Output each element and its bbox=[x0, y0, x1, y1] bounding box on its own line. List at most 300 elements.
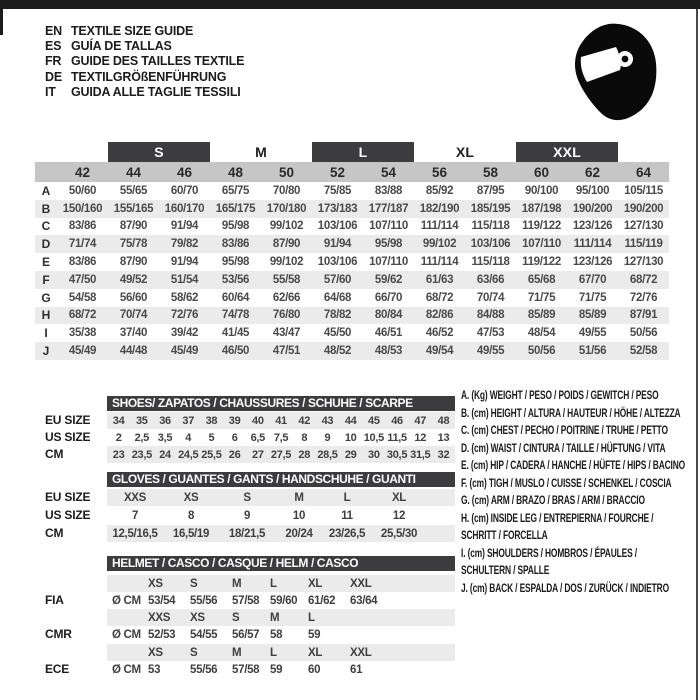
measure-value: 155/165 bbox=[113, 202, 154, 215]
size-number: 64 bbox=[618, 162, 669, 182]
measure-value: 160/170 bbox=[164, 202, 205, 215]
legend-line-d: D. (cm) WAIST / CINTURA / TAILLE / HÜFTUNG / VITA bbox=[461, 440, 666, 455]
language-code: DE bbox=[45, 69, 62, 84]
measure-row-h bbox=[35, 307, 669, 325]
measure-value: 185/195 bbox=[470, 202, 511, 215]
table-cell: 27 bbox=[252, 448, 264, 461]
table-cell: 16,5/19 bbox=[172, 527, 210, 540]
measure-row-e bbox=[35, 253, 669, 271]
number-spacer bbox=[35, 162, 57, 182]
gloves-us-size-label: US SIZE bbox=[45, 508, 91, 522]
measure-value: 49/55 bbox=[578, 327, 607, 340]
size-group-xxl: XXL bbox=[516, 142, 618, 162]
ece-standard-label: ECE bbox=[45, 662, 70, 676]
cmr-value-row bbox=[107, 626, 455, 643]
table-cell: 45 bbox=[368, 414, 380, 427]
table-cell: S bbox=[243, 491, 251, 504]
measure-value: 54/58 bbox=[68, 291, 97, 304]
measure-value: 55/65 bbox=[119, 184, 148, 197]
measure-value: 103/106 bbox=[317, 256, 358, 269]
measure-value: 190/200 bbox=[623, 202, 664, 215]
measure-value: 48/54 bbox=[527, 327, 556, 340]
measure-value: 43/47 bbox=[272, 327, 301, 340]
measure-value: 65/68 bbox=[527, 273, 556, 286]
row-letter: G bbox=[41, 290, 51, 305]
table-cell: L bbox=[270, 646, 277, 659]
measure-value: 79/82 bbox=[170, 238, 199, 251]
table-cell: 7,5 bbox=[273, 431, 289, 444]
ece-value-row bbox=[107, 661, 455, 678]
measure-value: 123/126 bbox=[572, 220, 613, 233]
measure-value: 99/102 bbox=[422, 238, 457, 251]
measure-value: 53/56 bbox=[221, 273, 250, 286]
table-cell: 53/54 bbox=[148, 594, 176, 607]
shoes-us-row bbox=[107, 429, 455, 446]
measure-value: 91/94 bbox=[170, 220, 199, 233]
table-cell: XXL bbox=[350, 646, 372, 659]
table-cell: XL bbox=[308, 646, 323, 659]
table-cell: 23/26,5 bbox=[328, 527, 366, 540]
measure-value: 58/62 bbox=[170, 291, 199, 304]
table-cell: 12 bbox=[392, 509, 406, 522]
table-cell: 8 bbox=[187, 509, 195, 522]
measure-value: 103/106 bbox=[470, 238, 511, 251]
measure-value: 46/52 bbox=[425, 327, 454, 340]
measure-value: 85/89 bbox=[578, 309, 607, 322]
measure-value: 60/64 bbox=[221, 291, 250, 304]
shoes-cm-row bbox=[107, 446, 455, 463]
size-group-s: S bbox=[108, 142, 210, 162]
measure-row-g bbox=[35, 289, 669, 307]
legend-line-j: J. (cm) BACK / ESPALDA / DOS / ZURÜCK / INDIETRO bbox=[461, 580, 669, 595]
table-cell: L bbox=[343, 491, 351, 504]
size-group-l: L bbox=[312, 142, 414, 162]
table-cell: 18/21,5 bbox=[228, 527, 266, 540]
racing-helmet-icon bbox=[570, 21, 660, 125]
cmr-standard-label: CMR bbox=[45, 627, 72, 641]
measure-value: 70/74 bbox=[119, 309, 148, 322]
measure-value: 45/49 bbox=[170, 345, 199, 358]
main-size-table bbox=[35, 142, 669, 360]
legend-line-h: SCHRITT / FORCELLA bbox=[461, 528, 548, 542]
table-cell: 11,5 bbox=[387, 431, 407, 444]
ece-size-row bbox=[107, 644, 455, 661]
row-letter: B bbox=[41, 201, 51, 216]
table-cell: Ø CM bbox=[112, 628, 141, 641]
table-cell: 59 bbox=[308, 628, 321, 641]
table-cell: S bbox=[232, 611, 240, 624]
measure-value: 41/45 bbox=[221, 327, 250, 340]
measure-value: 56/60 bbox=[119, 291, 148, 304]
row-letter: F bbox=[42, 272, 50, 287]
measure-value: 127/130 bbox=[623, 220, 664, 233]
table-cell: 4 bbox=[185, 431, 192, 444]
legend-line-g: G. (cm) ARM / BRAZO / BRAS / ARM / BRACCIO bbox=[461, 493, 645, 507]
legend-line-a: A. (Kg) WEIGHT / PESO / POIDS / GEWITCH / PESO bbox=[461, 388, 659, 402]
table-cell: 30 bbox=[368, 448, 380, 461]
measure-value: 187/198 bbox=[521, 202, 562, 215]
measure-value: 60/70 bbox=[170, 184, 199, 197]
photo-top-border bbox=[0, 0, 700, 9]
measure-row-c bbox=[35, 218, 669, 236]
table-cell: 52/53 bbox=[148, 628, 176, 641]
table-cell: XL bbox=[308, 577, 323, 590]
row-letter: D bbox=[41, 237, 51, 252]
shoes-section-title: SHOES/ ZAPATOS / CHAUSSURES / SCHUHE / SCARPE bbox=[107, 396, 455, 411]
measure-value: 50/60 bbox=[68, 184, 97, 197]
table-cell: 46 bbox=[391, 414, 403, 427]
measure-value: 46/51 bbox=[374, 327, 403, 340]
table-cell: 38 bbox=[205, 414, 218, 427]
table-cell: 25,5/30 bbox=[380, 527, 418, 540]
table-cell: 26 bbox=[228, 448, 241, 461]
table-cell: XS bbox=[190, 611, 205, 624]
legend-line-f: F. (cm) TIGH / MUSLO / CUISSE / SCHENKEL / COSCIA bbox=[461, 475, 672, 490]
measure-value: 182/190 bbox=[419, 202, 460, 215]
table-cell: XS bbox=[148, 577, 163, 590]
measure-value: 72/76 bbox=[170, 309, 199, 322]
measure-value: 66/70 bbox=[374, 291, 403, 304]
table-cell: 39 bbox=[228, 414, 241, 427]
shoes-eu-row bbox=[107, 412, 455, 429]
legend-line-c: C. (cm) CHEST / PECHO / POITRINE / TRUHE / PETTO bbox=[461, 423, 668, 437]
measure-value: 68/72 bbox=[629, 273, 658, 286]
measure-value: 68/72 bbox=[425, 291, 454, 304]
measure-value: 76/80 bbox=[272, 309, 301, 322]
gloves-cm-label: CM bbox=[45, 526, 64, 540]
table-cell: XXL bbox=[350, 577, 372, 590]
group-spacer bbox=[35, 142, 108, 162]
measure-value: 50/56 bbox=[629, 327, 658, 340]
measure-row-i bbox=[35, 324, 669, 342]
size-group-xl: XL bbox=[455, 144, 475, 160]
size-number: 48 bbox=[210, 162, 261, 182]
measure-value: 190/200 bbox=[572, 202, 613, 215]
measure-value: 105/115 bbox=[624, 184, 663, 197]
measure-value: 115/118 bbox=[471, 256, 510, 269]
measure-value: 177/187 bbox=[368, 202, 409, 215]
measure-value: 63/66 bbox=[476, 273, 505, 286]
size-group-m: M bbox=[255, 144, 267, 160]
table-cell: 11 bbox=[341, 509, 353, 522]
table-cell: 41 bbox=[275, 414, 287, 427]
table-cell: 9 bbox=[243, 509, 251, 522]
table-cell: 8 bbox=[301, 431, 308, 444]
measure-value: 83/86 bbox=[68, 256, 97, 269]
measure-value: 44/48 bbox=[119, 345, 148, 358]
size-number: 46 bbox=[159, 162, 210, 182]
language-code: ES bbox=[45, 39, 62, 54]
measure-value: 83/88 bbox=[374, 184, 403, 197]
measure-value: 111/114 bbox=[420, 256, 459, 269]
size-number: 42 bbox=[57, 162, 108, 182]
measure-value: 49/52 bbox=[119, 273, 148, 286]
measure-value: 91/94 bbox=[170, 256, 199, 269]
table-cell: 36 bbox=[159, 414, 171, 427]
measure-value: 72/76 bbox=[629, 291, 658, 304]
measure-value: 68/72 bbox=[68, 309, 97, 322]
language-code: EN bbox=[45, 24, 62, 38]
photo-left-border bbox=[0, 9, 3, 35]
measure-value: 170/180 bbox=[266, 202, 307, 215]
size-group-row bbox=[35, 142, 669, 162]
table-cell: 58 bbox=[270, 628, 283, 641]
measure-value: 84/88 bbox=[476, 309, 505, 322]
measure-value: 82/86 bbox=[425, 309, 454, 322]
table-cell: 57/58 bbox=[232, 663, 260, 676]
measure-value: 123/126 bbox=[572, 256, 613, 269]
table-cell: 9 bbox=[324, 431, 331, 444]
table-cell: 53 bbox=[148, 663, 161, 676]
table-cell: 7 bbox=[131, 509, 139, 522]
gloves-section-title: GLOVES / GUANTES / GANTS / HANDSCHUHE / GUANTI bbox=[107, 472, 455, 487]
cmr-size-row bbox=[107, 609, 455, 626]
measure-value: 46/50 bbox=[221, 345, 250, 358]
measure-value: 91/94 bbox=[323, 238, 352, 251]
measure-value: 75/85 bbox=[323, 184, 352, 197]
table-cell: 60 bbox=[308, 663, 321, 676]
language-row bbox=[45, 54, 244, 69]
measure-value: 71/75 bbox=[527, 291, 556, 304]
measure-value: 150/160 bbox=[62, 202, 103, 215]
measure-value: 65/75 bbox=[221, 184, 250, 197]
table-cell: 28 bbox=[298, 448, 311, 461]
measure-value: 111/114 bbox=[420, 220, 459, 233]
measure-value: 90/100 bbox=[524, 184, 559, 197]
table-cell: 35 bbox=[135, 414, 148, 427]
table-cell: M bbox=[232, 577, 242, 590]
measure-value: 111/114 bbox=[573, 238, 612, 251]
table-cell: 6,5 bbox=[250, 431, 266, 444]
table-cell: 54/55 bbox=[190, 628, 218, 641]
table-cell: XXS bbox=[148, 611, 171, 624]
table-cell: 12 bbox=[414, 431, 427, 444]
measure-value: 71/74 bbox=[68, 238, 97, 251]
measure-value: 87/91 bbox=[629, 309, 658, 322]
measure-value: 70/74 bbox=[476, 291, 505, 304]
language-label: GUIDA ALLE TAGLIE TESSILI bbox=[71, 84, 241, 99]
table-cell: 10 bbox=[344, 431, 357, 444]
size-number: 50 bbox=[261, 162, 312, 182]
fia-value-row bbox=[107, 592, 455, 609]
row-letter: E bbox=[41, 255, 50, 270]
measure-value: 87/95 bbox=[476, 184, 505, 197]
table-cell: 48 bbox=[437, 414, 450, 427]
language-row bbox=[45, 85, 244, 100]
language-row bbox=[45, 39, 244, 54]
measure-value: 83/86 bbox=[68, 220, 97, 233]
table-cell: M bbox=[294, 491, 304, 504]
table-cell: 24 bbox=[159, 448, 171, 461]
measure-value: 115/118 bbox=[471, 220, 510, 233]
language-label: TEXTILE SIZE GUIDE bbox=[71, 24, 194, 38]
language-row bbox=[45, 70, 244, 85]
row-letter: A bbox=[41, 183, 51, 198]
measure-value: 48/53 bbox=[374, 345, 403, 358]
gloves-us-row bbox=[107, 507, 455, 524]
table-cell: XS bbox=[148, 646, 163, 659]
measure-value: 35/38 bbox=[68, 327, 97, 340]
measure-value: 87/90 bbox=[272, 238, 301, 251]
measure-value: 80/84 bbox=[374, 309, 403, 322]
legend-line-b: B. (cm) HEIGHT / ALTURA / HAUTEUR / HÖHE / ALTEZZA bbox=[461, 405, 681, 420]
row-letter: I bbox=[44, 326, 48, 341]
language-label: TEXTILGRÖßENFÜHRUNG bbox=[71, 69, 227, 84]
table-cell: S bbox=[190, 577, 198, 590]
measure-value: 85/89 bbox=[527, 309, 556, 322]
measure-value: 85/92 bbox=[425, 184, 454, 197]
table-cell: Ø CM bbox=[112, 663, 141, 676]
shoes-us-size-label: US SIZE bbox=[45, 430, 91, 444]
table-cell: 2 bbox=[115, 431, 122, 444]
table-cell: 55/56 bbox=[190, 594, 218, 607]
table-cell: 43 bbox=[321, 414, 334, 427]
measure-value: 165/175 bbox=[215, 202, 256, 215]
table-cell: 37 bbox=[182, 414, 195, 427]
measure-value: 78/82 bbox=[323, 309, 352, 322]
table-cell: 61/62 bbox=[308, 594, 336, 607]
row-letter: H bbox=[41, 308, 51, 323]
measure-value: 71/75 bbox=[578, 291, 607, 304]
size-number: 44 bbox=[108, 162, 159, 182]
measure-value: 49/54 bbox=[425, 345, 454, 358]
gloves-eu-size-label: EU SIZE bbox=[45, 490, 91, 504]
measure-value: 47/50 bbox=[68, 273, 97, 286]
measure-value: 95/98 bbox=[374, 238, 403, 251]
measure-value: 70/80 bbox=[272, 184, 301, 197]
helmet-section-title: HELMET / CASCO / CASQUE / HELM / CASCO bbox=[107, 556, 455, 571]
measure-value: 57/60 bbox=[323, 273, 352, 286]
measure-value: 107/110 bbox=[522, 238, 561, 251]
table-cell: 63/64 bbox=[350, 594, 378, 607]
legend-line-i: I. (cm) SHOULDERS / HOMBROS / ÉPAULES / bbox=[461, 545, 637, 560]
table-cell: 57/58 bbox=[232, 594, 260, 607]
measure-value: 62/66 bbox=[272, 291, 301, 304]
table-cell: 2,5 bbox=[134, 431, 149, 444]
legend-line-e: E. (cm) HIP / CADERA / HANCHE / HÜFTE / HIPS / BACINO bbox=[461, 458, 686, 472]
measure-value: 115/119 bbox=[624, 238, 663, 251]
measure-value: 51/54 bbox=[170, 273, 199, 286]
measure-value: 87/90 bbox=[119, 256, 148, 269]
measure-value: 67/70 bbox=[578, 273, 607, 286]
table-cell: 6 bbox=[231, 431, 238, 444]
table-cell: XS bbox=[183, 491, 199, 504]
measure-value: 95/98 bbox=[221, 256, 250, 269]
table-cell: 61 bbox=[350, 663, 363, 676]
group-spacer bbox=[618, 142, 669, 162]
shoes-eu-size-label: EU SIZE bbox=[45, 413, 91, 427]
table-cell: 20/24 bbox=[285, 527, 313, 540]
measure-value: 119/122 bbox=[522, 220, 561, 233]
measure-value: 83/86 bbox=[221, 238, 250, 251]
measure-row-d bbox=[35, 235, 669, 253]
table-cell: 40 bbox=[252, 414, 264, 427]
row-letter: J bbox=[42, 344, 50, 359]
table-cell: Ø CM bbox=[112, 594, 141, 607]
size-number: 56 bbox=[414, 162, 465, 182]
measure-value: 107/110 bbox=[369, 220, 408, 233]
table-cell: 29 bbox=[344, 448, 357, 461]
measure-value: 52/58 bbox=[629, 345, 658, 358]
fia-standard-label: FIA bbox=[45, 593, 64, 607]
table-cell: 56/57 bbox=[232, 628, 260, 641]
measure-value: 59/62 bbox=[374, 273, 403, 286]
shoes-cm-label: CM bbox=[45, 447, 64, 461]
measure-row-b bbox=[35, 200, 669, 218]
measure-row-f bbox=[35, 271, 669, 289]
legend-line-h: H. (cm) INSIDE LEG / ENTREPIERNA / FOURCHE / bbox=[461, 510, 654, 525]
table-cell: 59 bbox=[270, 663, 283, 676]
size-number: 54 bbox=[363, 162, 414, 182]
table-cell: XL bbox=[391, 491, 407, 504]
measure-value: 103/106 bbox=[317, 220, 358, 233]
measure-value: 39/42 bbox=[170, 327, 199, 340]
fia-size-row bbox=[107, 575, 455, 592]
measure-row-j bbox=[35, 342, 669, 360]
table-cell: XXS bbox=[123, 491, 147, 504]
table-cell: M bbox=[270, 611, 280, 624]
measure-value: 45/49 bbox=[68, 345, 97, 358]
table-cell: 31,5 bbox=[410, 448, 431, 461]
language-label: GUIDE DES TAILLES TEXTILE bbox=[71, 54, 245, 69]
table-cell: L bbox=[308, 611, 315, 624]
measure-value: 75/78 bbox=[119, 238, 148, 251]
measure-value: 47/53 bbox=[476, 327, 505, 340]
measure-value: 99/102 bbox=[269, 256, 304, 269]
measure-row-a bbox=[35, 182, 669, 200]
table-cell: M bbox=[232, 646, 242, 659]
measure-value: 48/52 bbox=[323, 345, 352, 358]
table-cell: 27,5 bbox=[270, 448, 292, 461]
language-code: FR bbox=[45, 54, 62, 69]
measure-value: 37/40 bbox=[119, 327, 148, 340]
gloves-cm-row bbox=[107, 525, 455, 542]
measure-value: 74/78 bbox=[221, 309, 250, 322]
language-row bbox=[45, 24, 244, 39]
table-cell: S bbox=[190, 646, 198, 659]
table-cell: 12,5/16,5 bbox=[112, 527, 158, 540]
measure-value: 64/68 bbox=[323, 291, 352, 304]
gloves-eu-row bbox=[107, 489, 455, 506]
measure-value: 99/102 bbox=[269, 220, 304, 233]
table-cell: 32 bbox=[437, 448, 450, 461]
table-cell: 47 bbox=[414, 414, 427, 427]
measure-value: 87/90 bbox=[119, 220, 148, 233]
measure-value: 95/100 bbox=[575, 184, 610, 197]
table-cell: 42 bbox=[298, 414, 311, 427]
measure-value: 107/110 bbox=[369, 256, 408, 269]
table-cell: 24,5 bbox=[178, 448, 199, 461]
table-cell: 5 bbox=[208, 431, 215, 444]
table-cell: 55/56 bbox=[190, 663, 218, 676]
measure-value: 49/55 bbox=[476, 345, 505, 358]
measure-value: 119/122 bbox=[522, 256, 561, 269]
table-cell: 25,5 bbox=[201, 448, 222, 461]
measure-value: 47/51 bbox=[272, 345, 301, 358]
table-cell: 3,5 bbox=[157, 431, 173, 444]
size-number: 52 bbox=[312, 162, 363, 182]
table-cell: 23,5 bbox=[131, 448, 152, 461]
measure-value: 55/58 bbox=[272, 273, 301, 286]
measure-value: 95/98 bbox=[221, 220, 250, 233]
measure-value: 51/56 bbox=[578, 345, 607, 358]
measure-value: 61/63 bbox=[425, 273, 454, 286]
table-cell: 28,5 bbox=[317, 448, 338, 461]
measurement-rows bbox=[35, 182, 669, 360]
table-cell: 10 bbox=[292, 509, 306, 522]
measure-value: 50/56 bbox=[527, 345, 556, 358]
language-title-list bbox=[45, 24, 244, 100]
